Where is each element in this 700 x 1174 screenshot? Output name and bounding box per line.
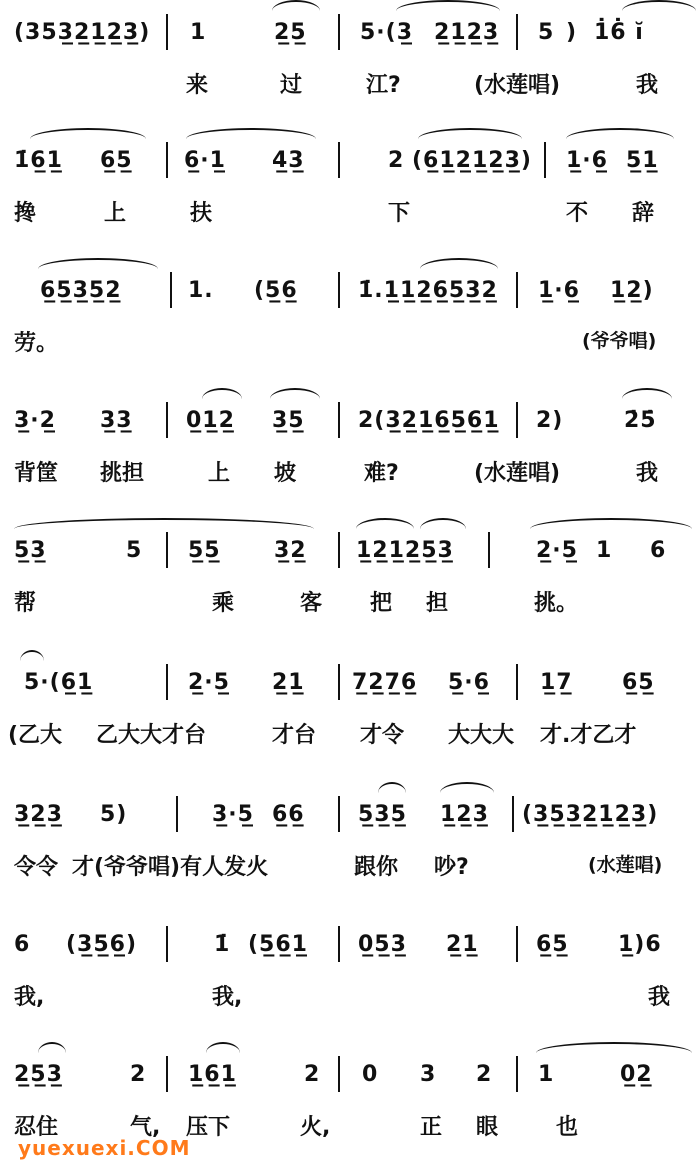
- note-group: 1̲7̲: [540, 670, 573, 695]
- note-group: 6: [14, 932, 31, 957]
- slur-mark: [38, 1042, 66, 1064]
- lyric-text: 搀: [14, 201, 37, 226]
- lyric-text: 大大大: [448, 723, 515, 748]
- lyric-text: 下: [388, 201, 411, 226]
- note-group: 2̲1̲: [446, 932, 479, 957]
- lyrics-line: [0, 718, 700, 758]
- lyric-text: (爷爷唱): [582, 330, 657, 352]
- note-group: 5̲3̲5̲: [358, 802, 407, 827]
- note-group: 0̲1̲2̲: [186, 408, 235, 433]
- slur-mark: [206, 1042, 240, 1064]
- lyrics-line: [0, 326, 700, 366]
- note-group: 2(3̲2̲1̲6̲5̲6̲1̲: [358, 408, 500, 433]
- lyric-text: 火,: [300, 1115, 331, 1140]
- lyric-text: (水莲唱): [474, 73, 561, 98]
- slur-mark: [14, 518, 314, 540]
- lyrics-line: [0, 850, 700, 890]
- lyric-text: 乘: [212, 591, 235, 616]
- note-group: 1̇: [214, 932, 231, 957]
- lyric-text: 挑担: [100, 461, 145, 486]
- slur-mark: [566, 128, 674, 150]
- score-system-6: [0, 650, 700, 770]
- slur-mark: [536, 1042, 692, 1064]
- lyrics-line: [0, 586, 700, 626]
- note-group: (3̲5̲6̲): [66, 932, 138, 957]
- score-system-7: [0, 782, 700, 902]
- lyrics-line: [0, 980, 700, 1020]
- note-group: 4̲3̲: [272, 148, 305, 173]
- notation-line: [0, 518, 700, 578]
- score-system-1: [0, 0, 700, 120]
- note-group: 2̲·5̲: [536, 538, 578, 563]
- barline: [338, 14, 340, 50]
- barline: [544, 142, 546, 178]
- barline: [516, 272, 518, 308]
- lyric-text: 压下: [186, 1115, 231, 1140]
- barline: [338, 1056, 340, 1092]
- note-group: 5: [126, 538, 143, 563]
- note-group: 2̲5̲3̲: [14, 1062, 63, 1087]
- note-group: 2: [304, 1062, 321, 1087]
- lyric-text: 难?: [364, 461, 399, 486]
- barline: [338, 664, 340, 700]
- barline: [338, 532, 340, 568]
- note-group: 6̲5̲: [622, 670, 655, 695]
- lyric-text: 来: [186, 73, 209, 98]
- slur-mark: [186, 128, 316, 150]
- note-group: 1̲2̲3̲: [440, 802, 489, 827]
- lyric-text: 才台: [272, 723, 317, 748]
- barline: [166, 14, 168, 50]
- note-group: 6̲6̲: [272, 802, 305, 827]
- notation-line: [0, 0, 700, 60]
- slur-mark: [202, 388, 242, 410]
- notation-line: [0, 388, 700, 448]
- note-group: 1: [190, 20, 207, 45]
- note-group: 6̲·1̲: [184, 148, 226, 173]
- barline: [166, 532, 168, 568]
- slur-mark: [530, 518, 692, 540]
- lyric-text: 眼: [476, 1115, 499, 1140]
- note-group: 1̲·6̲: [538, 278, 580, 303]
- slur-mark: [396, 0, 500, 22]
- lyric-text: 我: [636, 461, 659, 486]
- score-system-8: [0, 912, 700, 1032]
- slur-mark: [378, 782, 406, 804]
- note-group: 3̲·5̲: [212, 802, 254, 827]
- barline: [338, 272, 340, 308]
- note-group: 2̲5̲: [274, 20, 307, 45]
- note-group: 2): [536, 408, 564, 433]
- note-group: 1̇.1̲1̲2̲6̲5̲3̲2̲: [358, 278, 498, 303]
- note-group: 2: [388, 148, 405, 173]
- lyric-text: 跟你: [354, 855, 399, 880]
- lyric-text: 背筐: [14, 461, 59, 486]
- lyric-text: 把: [370, 591, 393, 616]
- barline: [166, 664, 168, 700]
- lyric-text: 过: [280, 73, 303, 98]
- barline: [516, 926, 518, 962]
- lyric-text: 坡: [274, 461, 297, 486]
- lyric-text: 我,: [14, 985, 45, 1010]
- barline: [516, 664, 518, 700]
- note-group: 3: [420, 1062, 437, 1087]
- lyric-text: 我: [648, 985, 671, 1010]
- barline: [516, 1056, 518, 1092]
- lyric-text: 帮: [14, 591, 37, 616]
- note-group: 1̇6̲1̲: [14, 148, 63, 173]
- lyric-text: (水莲唱): [474, 461, 561, 486]
- note-group: 7̲2̲7̲6̲: [352, 670, 418, 695]
- notation-line: [0, 650, 700, 710]
- lyric-text: 担: [426, 591, 449, 616]
- barline: [166, 926, 168, 962]
- note-group: 5·(6̲1̲: [24, 670, 94, 695]
- slur-mark: [622, 388, 672, 410]
- note-group: 6: [650, 538, 667, 563]
- notation-line: [0, 258, 700, 318]
- note-group: (3̲5̲3̲2̲1̲2̲3̲): [522, 802, 659, 827]
- slur-mark: [356, 518, 414, 540]
- lyric-text: 乙大大才台: [96, 723, 207, 748]
- lyric-text: 辞: [632, 201, 655, 226]
- barline: [170, 272, 172, 308]
- note-group: 3̲3̲: [100, 408, 133, 433]
- lyric-text: 忍住: [14, 1115, 59, 1140]
- note-group: 6̲5̲3̲5̲2̲: [40, 278, 122, 303]
- lyric-text: 不: [566, 201, 589, 226]
- barline: [488, 532, 490, 568]
- slur-mark: [270, 388, 320, 410]
- note-group: 5̲3̲: [14, 538, 47, 563]
- barline: [338, 926, 340, 962]
- score-system-5: [0, 518, 700, 638]
- barline: [516, 402, 518, 438]
- note-group: 2̇5̇: [624, 408, 657, 433]
- note-group: 5: [538, 20, 555, 45]
- note-group: (6̲1̲2̲1̲2̲3̲): [412, 148, 532, 173]
- slur-mark: [440, 782, 494, 804]
- score-system-3: [0, 258, 700, 378]
- lyric-text: (乙大: [8, 723, 63, 748]
- slur-mark: [420, 518, 466, 540]
- lyric-text: 上: [104, 201, 127, 226]
- note-group: ): [566, 20, 578, 45]
- note-group: 2: [130, 1062, 147, 1087]
- lyric-text: 江?: [366, 73, 401, 98]
- note-group: 1̲)6: [618, 932, 662, 957]
- note-group: 5̲1̲: [626, 148, 659, 173]
- lyric-text: 才令: [360, 723, 405, 748]
- lyric-text: 上: [208, 461, 231, 486]
- lyric-text: 劳。: [14, 331, 59, 356]
- barline: [338, 402, 340, 438]
- slur-mark: [38, 258, 158, 280]
- slur-mark: [20, 650, 44, 672]
- note-group: 1: [596, 538, 613, 563]
- lyric-text: 客: [300, 591, 323, 616]
- note-group: 3̲2̲3̲: [14, 802, 63, 827]
- barline: [516, 14, 518, 50]
- note-group: 1: [538, 1062, 555, 1087]
- note-group: 0: [362, 1062, 379, 1087]
- note-group: 6̲5̲: [100, 148, 133, 173]
- lyrics-line: [0, 196, 700, 236]
- note-group: 1̲·6̲: [566, 148, 608, 173]
- lyric-text: 才.才乙才: [540, 723, 637, 748]
- note-group: (5̲6̲: [254, 278, 298, 303]
- note-group: 1̇6̇ ĭ: [594, 20, 644, 45]
- note-group: 5·(3̲: [360, 20, 414, 45]
- notation-line: [0, 1042, 700, 1102]
- note-group: 1.: [188, 278, 214, 303]
- note-group: 1̲2̲): [610, 278, 654, 303]
- barline: [166, 1056, 168, 1092]
- note-group: 2̲·5̲: [188, 670, 230, 695]
- note-group: 6̲5̲: [536, 932, 569, 957]
- lyric-text: 挑。: [534, 591, 579, 616]
- note-group: 1̲6̲1̲: [188, 1062, 237, 1087]
- note-group: 3̲·2̲: [14, 408, 56, 433]
- note-group: (353̲2̲1̲2̲3̲): [14, 20, 151, 45]
- slur-mark: [418, 128, 522, 150]
- note-group: 5): [100, 802, 128, 827]
- lyric-text: 吵?: [434, 855, 469, 880]
- note-group: (5̲6̲1̲: [248, 932, 308, 957]
- note-group: 0̲2̲: [620, 1062, 653, 1087]
- notation-line: [0, 782, 700, 842]
- note-group: 5̲5̲: [188, 538, 221, 563]
- lyrics-line: [0, 68, 700, 108]
- slur-mark: [622, 0, 696, 22]
- lyric-text: 我,: [212, 985, 243, 1010]
- barline: [176, 796, 178, 832]
- lyric-text: 才(爷爷唱)有人发火: [72, 855, 269, 880]
- notation-line: [0, 128, 700, 188]
- lyric-text: 扶: [190, 201, 213, 226]
- slur-mark: [30, 128, 146, 150]
- note-group: 5̲·6̲: [448, 670, 490, 695]
- barline: [166, 402, 168, 438]
- slur-mark: [420, 258, 498, 280]
- lyric-text: 正: [420, 1115, 443, 1140]
- lyric-text: (水莲唱): [588, 854, 663, 876]
- note-group: 1̲2̲1̲2̲5̲3̲: [356, 538, 454, 563]
- lyric-text: 令令: [14, 855, 59, 880]
- lyrics-line: [0, 456, 700, 496]
- notation-line: [0, 912, 700, 972]
- note-group: 2: [476, 1062, 493, 1087]
- barline: [166, 142, 168, 178]
- note-group: 3̲2̲: [274, 538, 307, 563]
- score-system-4: [0, 388, 700, 508]
- note-group: 2̲1̲: [272, 670, 305, 695]
- barline: [512, 796, 514, 832]
- lyric-text: 气,: [130, 1115, 161, 1140]
- note-group: 0̲5̲3̲: [358, 932, 407, 957]
- barline: [338, 142, 340, 178]
- lyric-text: 也: [556, 1115, 579, 1140]
- slur-mark: [272, 0, 320, 22]
- lyric-text: 我: [636, 73, 659, 98]
- score-system-2: [0, 128, 700, 248]
- barline: [338, 796, 340, 832]
- watermark: yuexuexi.COM: [18, 1136, 191, 1160]
- note-group: 2̲1̲2̲3̲: [434, 20, 500, 45]
- note-group: 3̲5̲: [272, 408, 305, 433]
